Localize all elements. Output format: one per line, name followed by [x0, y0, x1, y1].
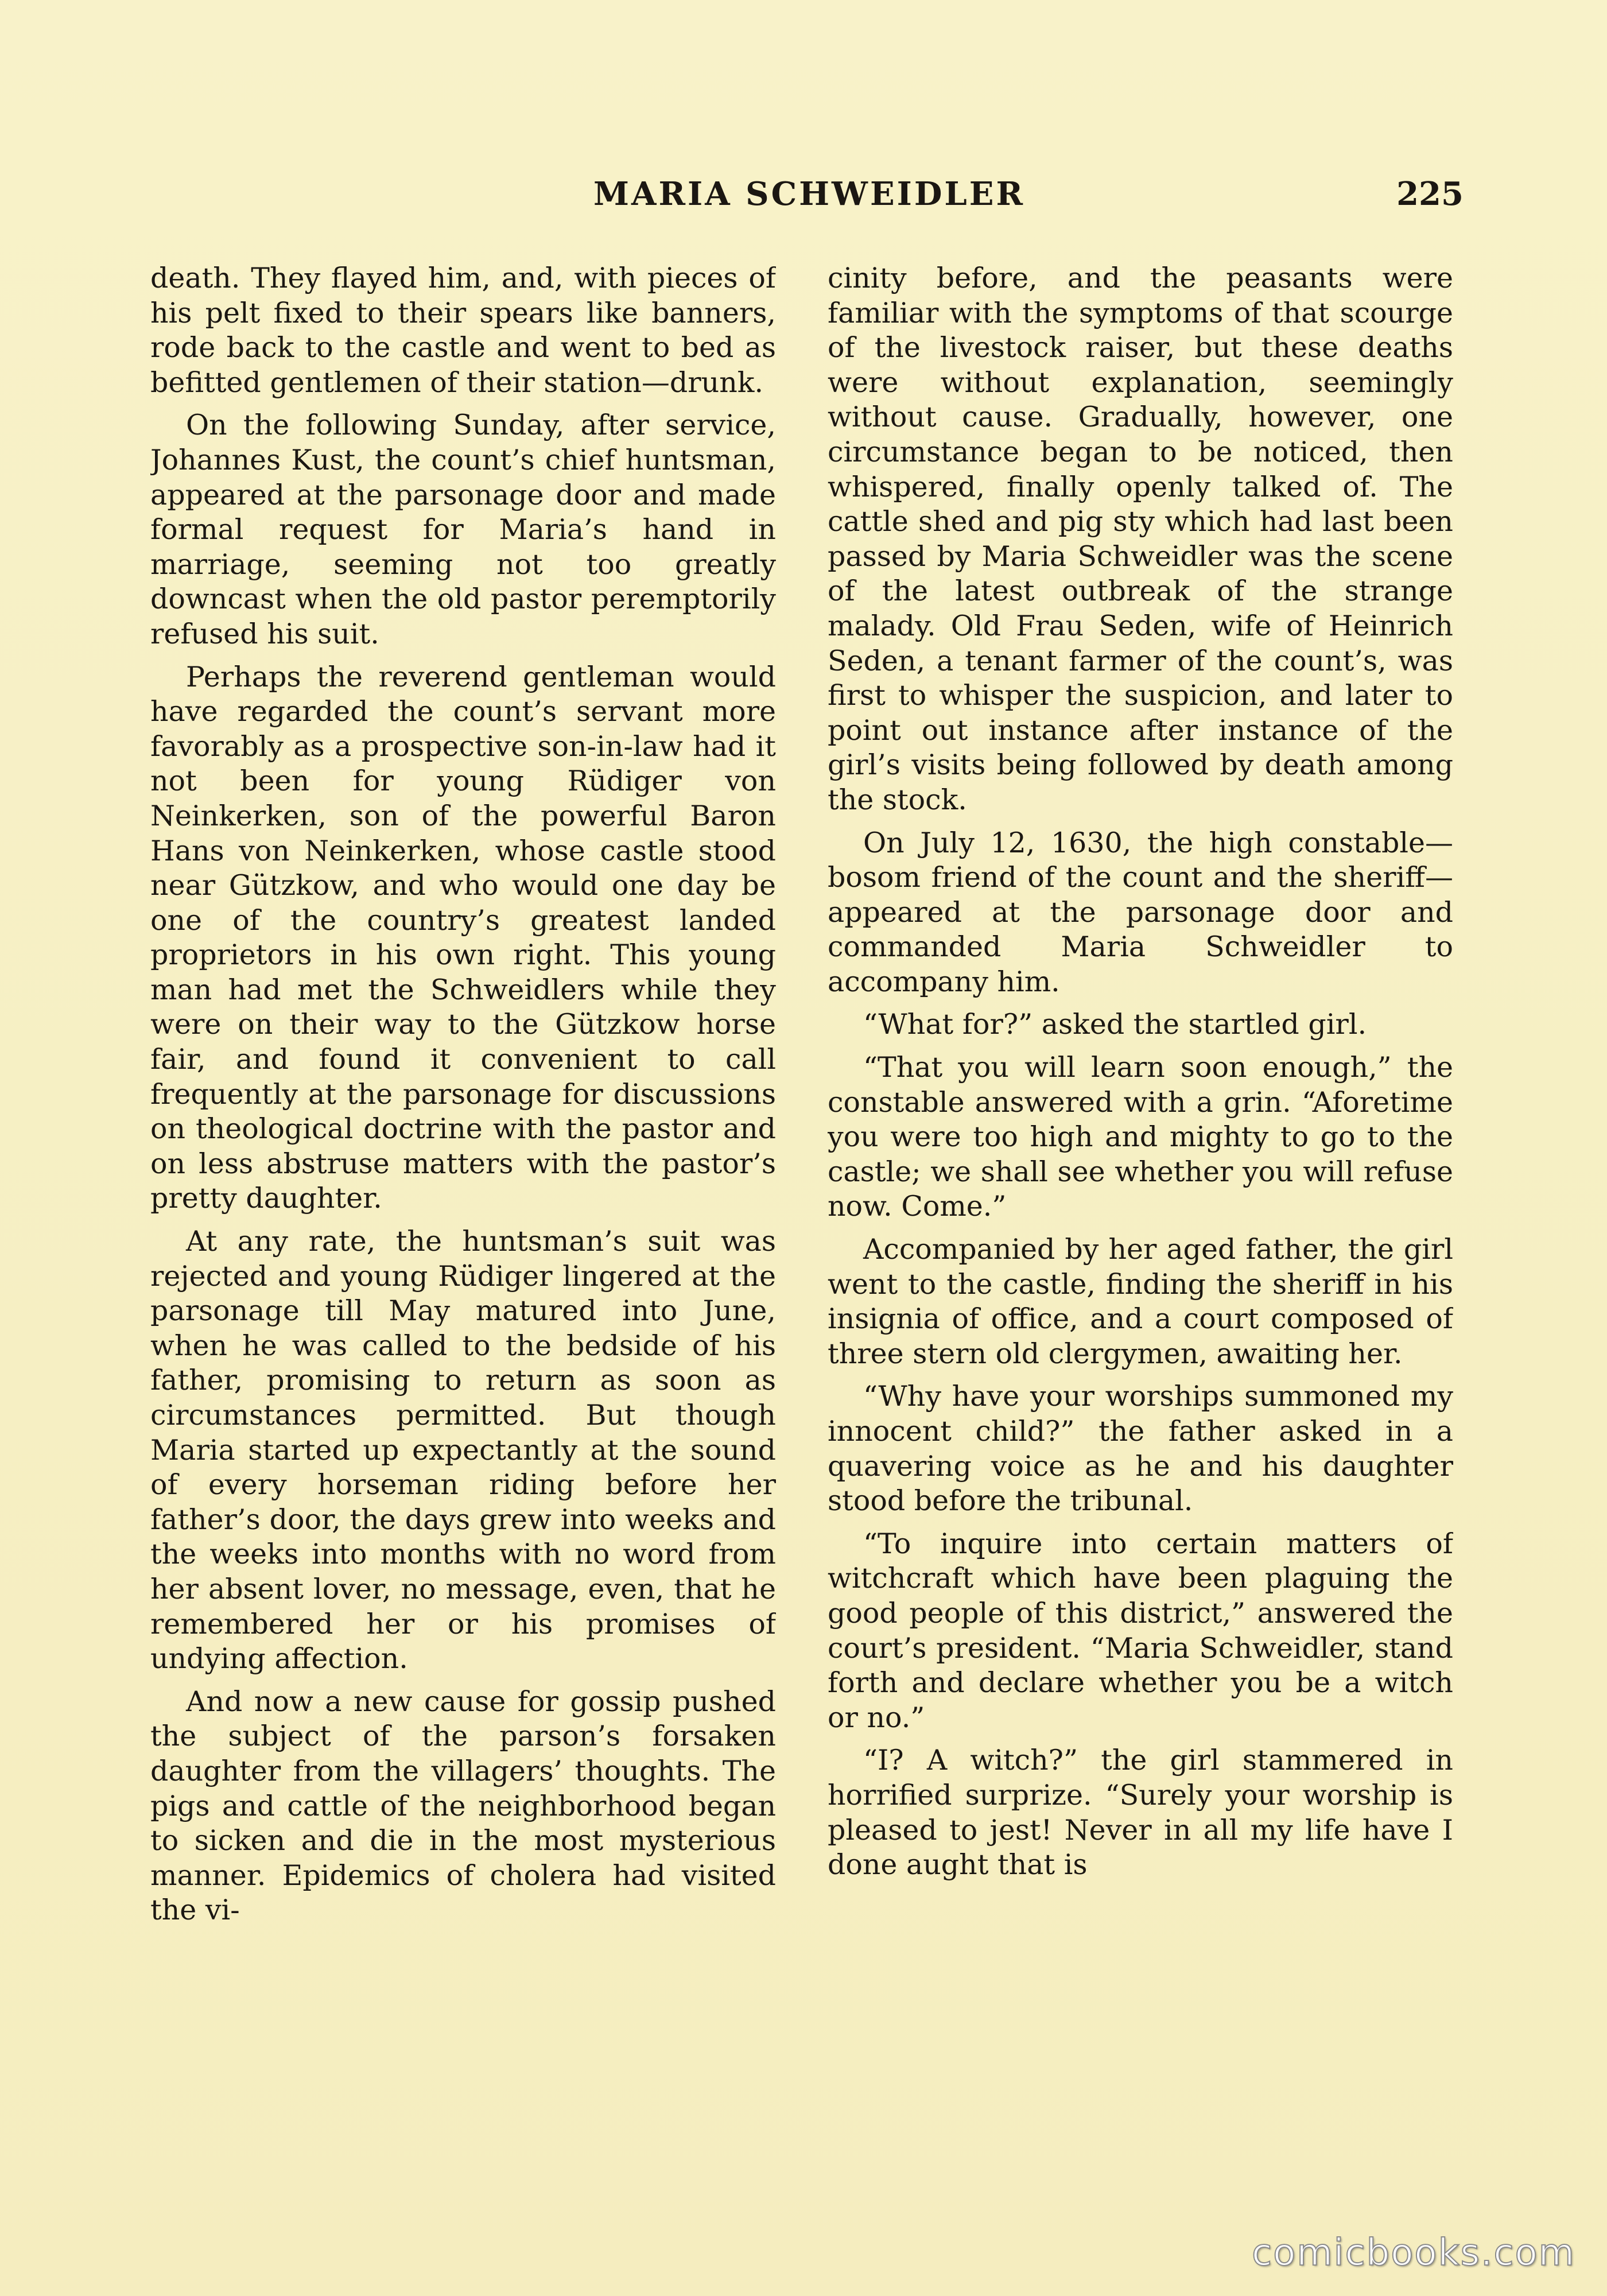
- paragraph: “Why have your worships summoned my innocent child?” the father asked in a quavering voice as he and his daughter stood before the tribunal.: [828, 1380, 1453, 1518]
- running-title: MARIA SCHWEIDLER: [593, 175, 1025, 213]
- left-column: [150, 261, 776, 2121]
- paragraph: At any rate, the huntsman’s suit was rejected and young Rüdiger lingered at the parsonage till May matured into June, when he was called to the bedside of his father, promising to return as soon as circumstances permitted. But though Maria started up expectantly at the sound of every horseman riding before her father’s door, the days grew into weeks and the weeks into months with no word from her absent lover, no message, even, that he remembered her or his promises of undying affection.: [150, 1225, 776, 1676]
- paragraph: On the following Sunday, after service, Johannes Kust, the count’s chief huntsman, appeared at the parsonage door and made formal request for Maria’s hand in marriage, seeming not too greatly downcast when the old pastor peremptorily refused his suit.: [150, 409, 776, 650]
- page-header: [155, 175, 1464, 221]
- paragraph: “What for?” asked the startled girl.: [863, 1008, 1367, 1041]
- paragraph: “That you will learn soon enough,” the constable answered with a grin. “Aforetime you were too high and mighty to go to the castle; we shall see whether you will refuse now. Come.”: [828, 1051, 1453, 1223]
- paragraph: And now a new cause for gossip pushed the subject of the parson’s forsaken daughter from the villagers’ thoughts. The pigs and cattle of the neighborhood began to sicken and die in the most mysterious manner. Epidemics of cholera had visited the vi-: [150, 1685, 776, 1927]
- paragraph: “I? A witch?” the girl stammered in horrified surprize. “Surely your worship is pleased to jest! Never in all my life have I done aught that is: [828, 1744, 1453, 1882]
- paragraph: Perhaps the reverend gentleman would have regarded the count’s servant more favorably as a prospective son-in-law had it not been for young Rüdiger von Neinkerken, son of the powerful Baron Hans von Neinkerken, whose castle stood near Gützkow, and who would one day be one of the country’s greatest landed proprietors in his own right. This young man had met the Schweidlers while they were on their way to the Gützkow horse fair, and found it convenient to call frequently at the parsonage for discussions on theological doctrine with the pastor and on less abstruse matters with the pastor’s pretty daughter.: [150, 660, 776, 1215]
- paragraph: death. They flayed him, and, with pieces of his pelt fixed to their spears like banners, rode back to the castle and went to bed as befitted gentlemen of their station—drunk.: [150, 262, 776, 399]
- paragraph: cinity before, and the peasants were familiar with the symptoms of that scourge of the livestock raiser, but these deaths were without explanation, seemingly without cause. Gradually, however, one circumstance began to be noticed, then whispered, finally openly talked of. The cattle shed and pig sty which had last been passed by Maria Schweidler was the scene of the latest outbreak of the strange malady. Old Frau Seden, wife of Heinrich Seden, a tenant farmer of the count’s, was first to whisper the suspicion, and later to point out instance after instance of the girl’s visits being followed by death among the stock.: [828, 262, 1453, 816]
- paragraph: “To inquire into certain matters of witchcraft which have been plaguing the good people of this district,” answered the court’s president. “Maria Schweidler, stand forth and declare whether you be a witch or no.”: [828, 1527, 1453, 1734]
- right-column: [828, 261, 1453, 2121]
- page-number: 225: [1396, 175, 1464, 213]
- paragraph: On July 12, 1630, the high constable—bosom friend of the count and the sheriff—appeared at the parsonage door and commanded Maria Schweidler to accompany him.: [828, 826, 1453, 998]
- paragraph: Accompanied by her aged father, the girl went to the castle, finding the sheriff in his insignia of office, and a court composed of three stern old clergymen, awaiting her.: [828, 1233, 1453, 1370]
- watermark: comicbooks.com: [1251, 2232, 1575, 2274]
